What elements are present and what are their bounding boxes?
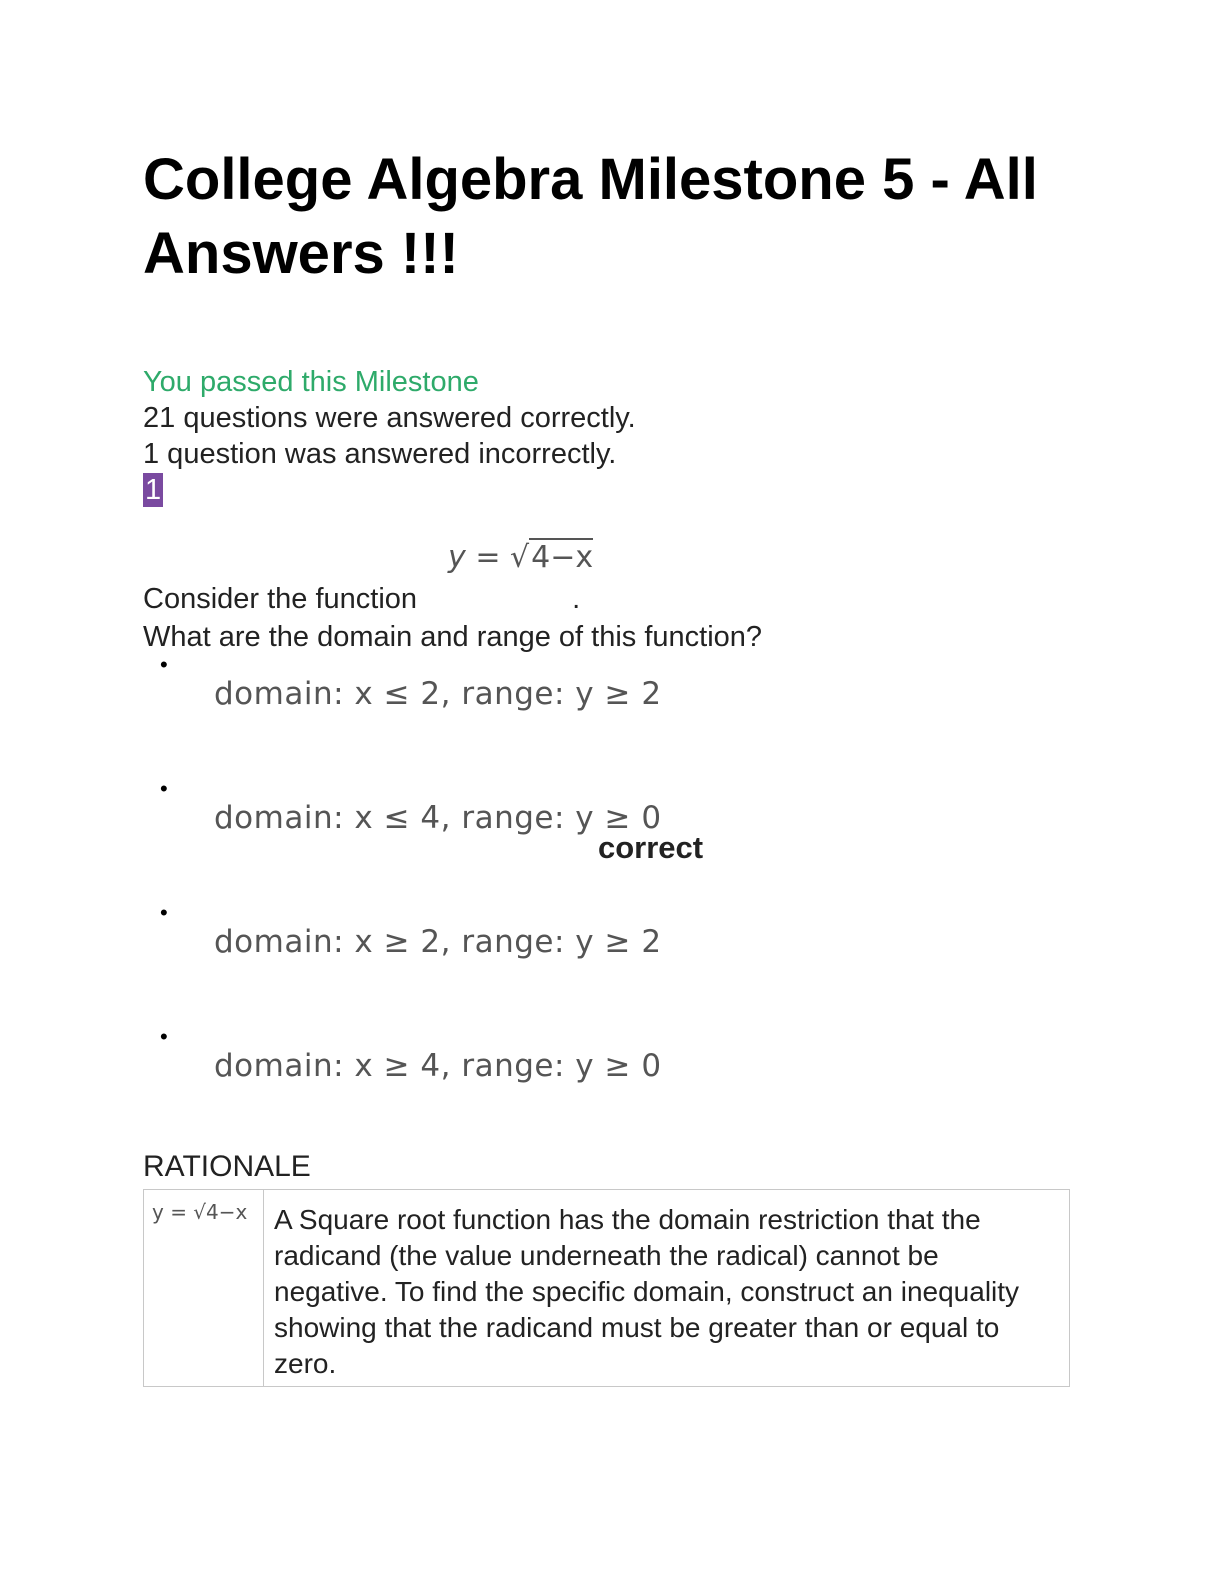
- rationale-heading: RATIONALE: [143, 1150, 311, 1183]
- pass-message: You passed this Milestone: [143, 366, 479, 398]
- equation-lhs: y: [448, 540, 466, 575]
- question-prompt: [143, 580, 762, 656]
- equation-equals: =: [475, 540, 501, 575]
- option-text: domain: x ≤ 4, range: y ≥ 0: [214, 800, 662, 836]
- rationale-text: A Square root function has the domain restriction that the radicand (the value underneath the radical) cannot be negative. To find the specific domain, construct an inequality showing that the radicand must be greater than or equal to zero.: [274, 1204, 1020, 1379]
- prompt-line-1: Consider the function: [143, 583, 418, 615]
- option-text: domain: x ≥ 2, range: y ≥ 2: [214, 924, 662, 960]
- rationale-table: [143, 1189, 1070, 1387]
- result-summary: [143, 364, 636, 508]
- option-text: domain: x ≥ 4, range: y ≥ 0: [214, 1048, 662, 1084]
- bullet-icon: •: [160, 652, 168, 677]
- incorrect-count: 1 question was answered incorrectly.: [143, 438, 617, 470]
- bullet-icon: •: [160, 900, 168, 925]
- sqrt-icon: √: [510, 540, 530, 575]
- prompt-end: .: [572, 583, 581, 615]
- equation-radicand: 4−x: [531, 540, 594, 575]
- function-equation: [448, 540, 593, 575]
- page-title: College Algebra Milestone 5 - All Answers !!!: [143, 147, 1038, 286]
- prompt-line-2: What are the domain and range of this function?: [143, 621, 763, 653]
- rationale-equation: y = √4−x: [144, 1190, 264, 1386]
- correct-marker: correct: [598, 830, 704, 865]
- option-text: domain: x ≤ 2, range: y ≥ 2: [214, 676, 662, 712]
- question-number-badge: 1: [145, 474, 162, 506]
- correct-count: 21 questions were answered correctly.: [143, 402, 636, 434]
- bullet-icon: •: [160, 1024, 168, 1049]
- bullet-icon: •: [160, 776, 168, 801]
